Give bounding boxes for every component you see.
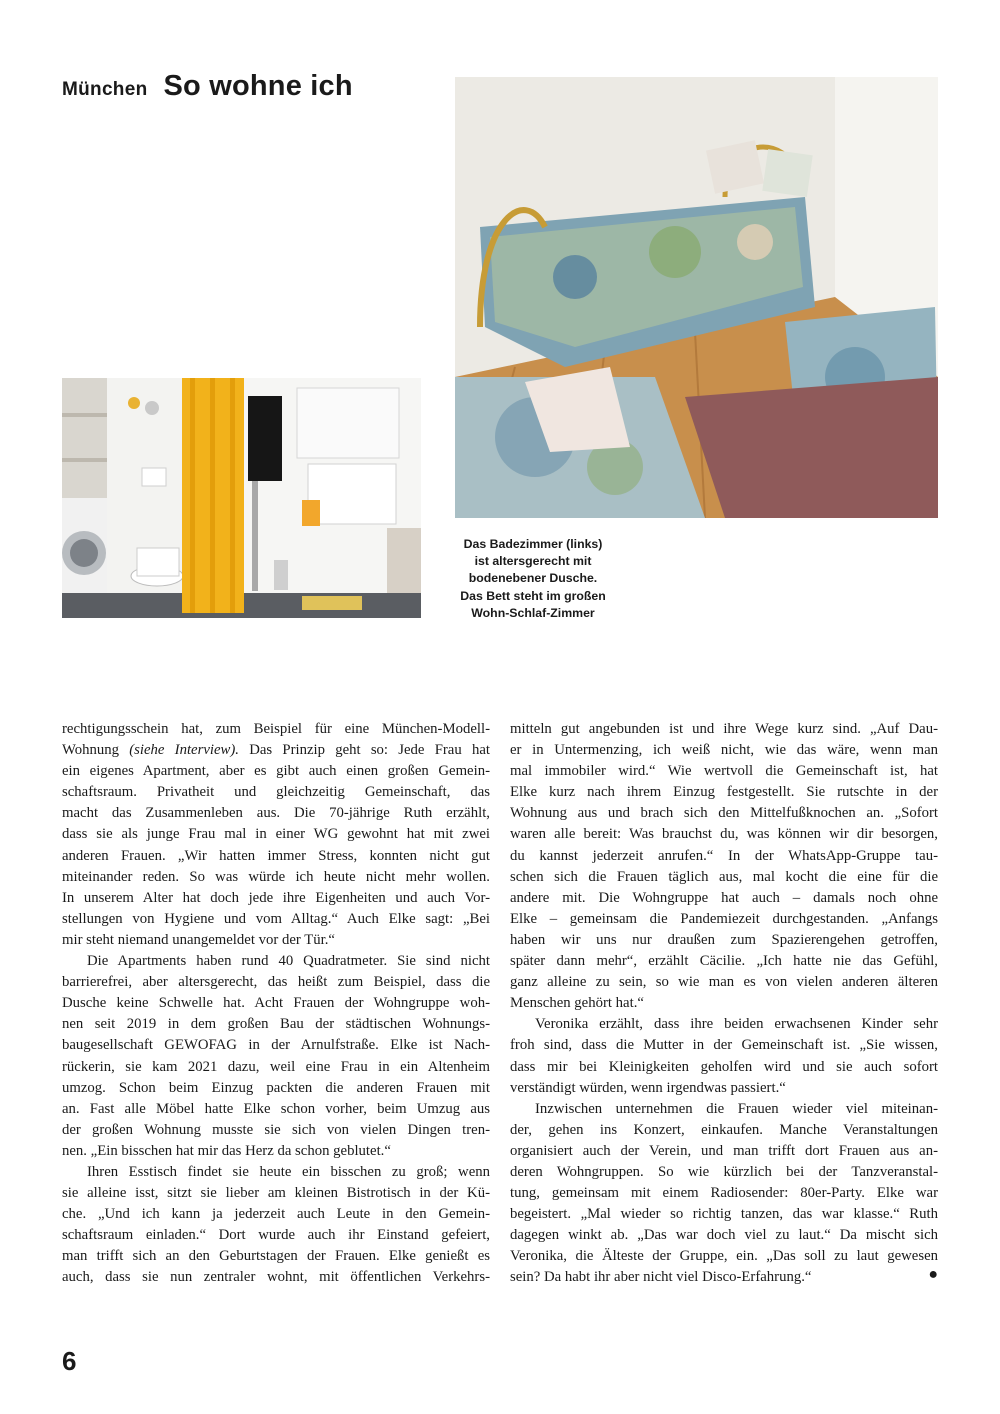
text-line: ganz alleine zu sein, so wie man es von vielen anderen älteren [510,974,938,991]
paragraph [510,1099,938,1289]
text-line: Menschen gehört hat.“ [510,995,644,1012]
caption-line: Wohn-Schlaf-Zimmer [471,605,595,620]
text-line: später dann mehr“, erzählt Cäcilie. „Ich hatte nie das Gefühl, [510,953,938,970]
bedroom-photo [455,77,938,518]
text-line: Elke – gemeinsam die Pandemiezeit durchgestanden. „Anfangs [510,910,938,927]
text-line: barrierefrei, aber altersgerecht, das heißt zum Beispiel, dass die [62,974,490,991]
photo-caption [438,536,628,622]
bathroom-photo [62,378,421,618]
paragraph [62,719,490,951]
text-line: man trifft sich an den Geburtstagen der Frauen. Elke genießt es [62,1248,490,1265]
caption-line: ist altersgerecht mit [474,554,592,569]
text-line: sein? Da habt ihr aber nicht viel Disco-Erfahrung.“ [510,1269,812,1286]
text-line: Inzwischen unternehmen die Frauen wieder viel miteinan- [535,1100,938,1117]
paragraph [510,719,938,1014]
text-line: andere mit. Die Wohngruppe hat auch – damals noch ohne [510,889,938,906]
text-line: froh sind, dass die Mutter in der Gemeinschaft ist. „Sie wissen, [510,1037,938,1054]
text-line: rückerin, sie kam 2021 dazu, weil eine Frau in ein Altenheim [62,1058,490,1075]
text-line: dass sie als junge Frau mal in einer WG gewohnt hat mit zwei [62,826,490,843]
text-line: du kannst jederzeit anrufen.“ In der WhatsApp-Gruppe tau- [510,847,938,864]
text-line: Wohnung aus und brach sich den Mittelfußknochen an. „Sofort [510,805,938,822]
text-line: Elke kurz nach ihrem Einzug festgestellt. Sie rutschte in der [510,784,938,801]
text-line: miteinander reden. So was würde ich heute nicht mehr wollen. [62,868,490,885]
text-line: mitteln gut angebunden ist und ihre Wege kurz sind. „Auf Dau- [510,721,938,737]
text-line: haben wir uns nur draußen zum Spazierengehen getroffen, [510,931,938,948]
text-line: organisiert auch der Verein, und man trifft dort Frauen aus an- [510,1142,938,1159]
text-line: nen. „Ein bisschen hat mir das Herz da schon geblutet.“ [62,1142,391,1159]
text-line: dagegen winkt ab. „Das war doch viel zu laut.“ Da mischt sich [510,1227,938,1244]
text-line: deren Wohngruppen. So wie kürzlich bei der Tanzveranstal- [510,1163,938,1180]
text-line: umzog. Schon beim Einzug packten die anderen Frauen mit [62,1079,490,1096]
text-line: waren alle bereit: Was brauchst du, was können wir dir besorgen, [510,826,938,843]
text-line: Die Apartments haben rund 40 Quadratmeter. Sie sind nicht [87,953,490,970]
section-label: München [62,79,148,100]
text-line: begeistert. „Mal wieder so richtig tanzen, das war klasse.“ Ruth [510,1206,938,1223]
text-line: Dusche keine Schwelle hat. Acht Frauen der Wohngruppe woh- [62,995,490,1012]
text-line: auch, dass sie nun zentraler wohnt, mit öffentlichen Verkehrs- [62,1269,490,1286]
text-line: schen sich die Frauen täglich aus, mal kocht die eine für die [510,868,938,885]
paragraph [62,951,490,1162]
paragraph [62,1162,490,1289]
text-line: schaftsraum einladen.“ Dort wurde auch ihr Einstand gefeiert, [62,1227,490,1244]
text-line: Ihren Esstisch findet sie heute ein bisschen zu groß; wenn [87,1163,490,1180]
caption-line: Das Badezimmer (links) [463,537,603,551]
article-column-right [510,719,938,1289]
text-line: In unserem Alter hat doch jede ihre Eigenheiten und auch Vor- [62,889,490,906]
text-line: verständigt würden, wenn irgendwas passiert.“ [510,1079,786,1096]
text-line: Veronika erzählt, dass ihre beiden erwachsenen Kinder sehr [535,1016,938,1033]
article-column-left [62,719,490,1289]
text-line: macht das Zusammenleben aus. Die 70-jährige Ruth erzählt, [62,805,490,822]
text-line: an. Fast alle Möbel hatte Elke schon vorher, beim Umzug aus [62,1100,490,1117]
text-line: mal immobiler wird.“ Wie wertvoll die Gemeinschaft ist, hat [510,763,938,780]
text-line: dass mir bei Kleinigkeiten geholfen wird und sie auch sofort [510,1058,938,1075]
text-line: tung, gemeinsam mit einem Radiosender: 80er-Party. Elke war [510,1185,938,1202]
text-line: Wohnung (siehe Interview). Das Prinzip geht so: Jede Frau hat [62,742,490,759]
page-number: 6 [62,1346,77,1376]
interview-reference: (siehe Interview). [129,742,239,759]
text-line: che. „Und ich kann ja jederzeit auch Leute in den Gemein- [62,1206,490,1223]
page-title: So wohne ich [163,70,353,102]
text-line: rechtigungsschein hat, zum Beispiel für eine München-Modell- [62,721,490,737]
text-line: mir steht niemand unangemeldet vor der Tür.“ [62,931,335,948]
caption-line: Das Bett steht im großen [460,588,606,603]
paragraph [510,1014,938,1098]
text-line: nen seit 2019 in dem großen Bau der städtischen Wohnungs- [62,1016,490,1033]
caption-line: bodenebener Dusche. [468,571,598,586]
text-line: baugesellschaft GEWOFAG in der Arnulfstraße. Elke ist Nach- [62,1037,490,1054]
text-line: schaftsraum. Privatheit und gleichzeitig Gemeinschaft, das [62,784,490,801]
text-line: der, gehen ins Konzert, einkaufen. Manche Veranstaltungen [510,1121,938,1138]
text-line: stellungen von Hygiene und vom Alltag.“ Auch Elke sagt: „Bei [62,910,490,927]
text-line: er in Untermenzing, ich weiß nicht, wie das wäre, wenn man [510,742,938,759]
page-header [62,70,353,103]
text-line: Veronika, die Älteste der Gruppe, ein. „Das soll zu laut gewesen [510,1248,938,1265]
text-line: der großen Wohnung musste sie sich von vielen Dingen tren- [62,1121,490,1138]
text-line: sie alleine isst, sitzt sie lieber am kleinen Bistrotisch in der Kü- [62,1185,490,1202]
text-line: anderen Frauen. „Wir hatten immer Stress, konnten nicht gut [62,847,490,864]
text-line: ein eigenes Apartment, aber es gibt auch einen großen Gemein- [62,763,490,780]
end-mark-icon: ● [928,1266,938,1284]
